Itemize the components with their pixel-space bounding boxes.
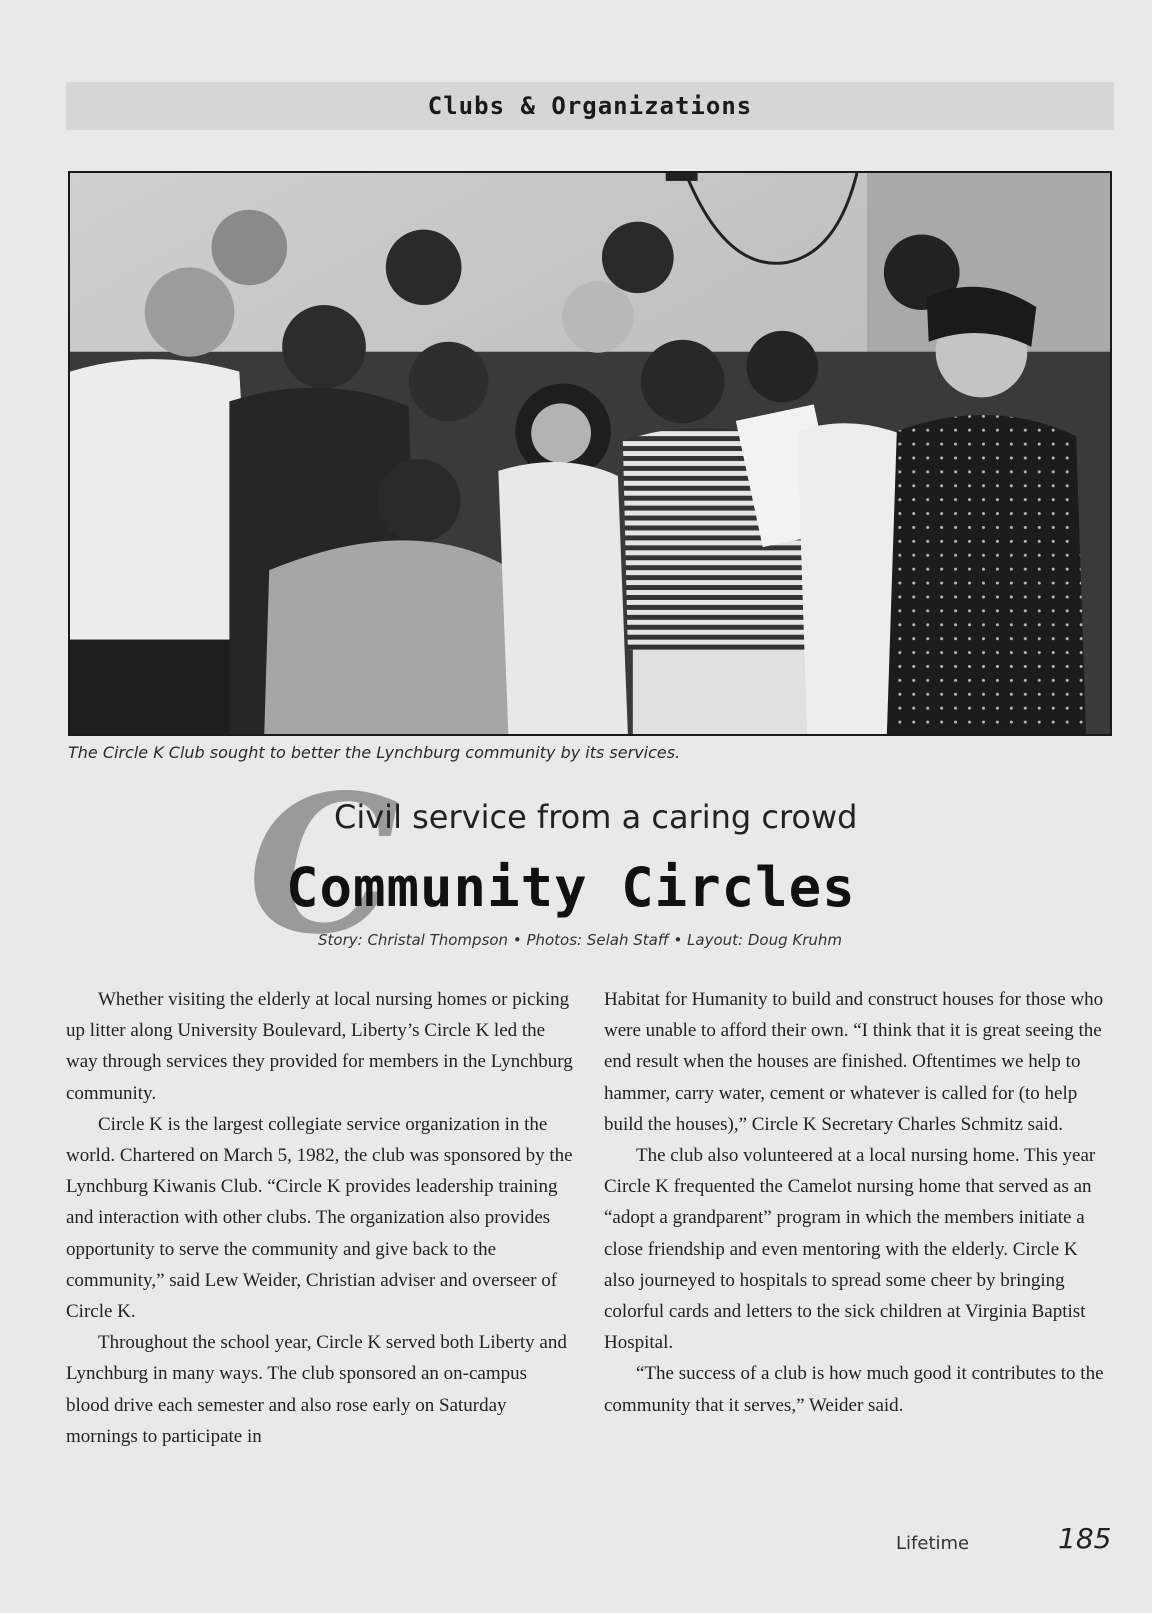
paragraph: The club also volunteered at a local nursing home. This year Circle K frequented the Camelot nursing home that served as an “adopt a grandparent” program in which the members initiate a close friendship and even mentoring with the elderly. Circle K also journeyed to hospitals to spread some cheer by bringing colorful cards and letters to the sick children at Virginia Baptist Hospital. <box>604 1145 1096 1354</box>
photo-caption: The Circle K Club sought to better the Lynchburg community by its services. <box>68 743 681 762</box>
group-photo-image <box>70 173 1110 734</box>
section-header-bar <box>66 82 1114 130</box>
paragraph: “The success of a club is how much good it contributes to the community that it serves,” Weider said. <box>604 1363 1104 1416</box>
page-number: 185 <box>1058 1522 1112 1555</box>
footer-section-label: Lifetime <box>896 1533 970 1554</box>
paragraph: Throughout the school year, Circle K served both Liberty and Lynchburg in many ways. The club sponsored an on-campus blood drive each semester and also rose early on Saturday mornings to participate in <box>66 1332 567 1447</box>
article-column-left <box>66 984 574 1452</box>
paragraph: Circle K is the largest collegiate service organization in the world. Chartered on March 5, 1982, the club was sponsored by the Lynchburg Kiwanis Club. “Circle K provides leadership training and interaction with other clubs. The organization also provides opportunity to serve the community and give back to the community,” said Lew Weider, Christian adviser and overseer of Circle K. <box>66 1113 573 1323</box>
paragraph: Whether visiting the elderly at local nursing homes or picking up litter along University Boulevard, Liberty’s Circle K led the way through services they provided for members in the Lynchburg community. <box>66 989 573 1104</box>
article-credits: Story: Christal Thompson • Photos: Selah Staff • Layout: Doug Kruhm <box>318 931 843 949</box>
drop-letter: C <box>248 753 400 976</box>
paragraph: Habitat for Humanity to build and construct houses for those who were unable to afford their own. “I think that it is great seeing the end result when the houses are finished. Oftentimes we help to hammer, carry water, cement or whatever is called for (to help build the houses),” Circle K Secretary Charles Schmitz said. <box>604 989 1104 1135</box>
section-title: Clubs & Organizations <box>427 92 753 120</box>
article-headline: Community Circles <box>286 856 856 919</box>
article-column-right <box>604 984 1112 1421</box>
group-photo <box>68 171 1112 736</box>
article-subtitle: Civil service from a caring crowd <box>334 798 858 836</box>
